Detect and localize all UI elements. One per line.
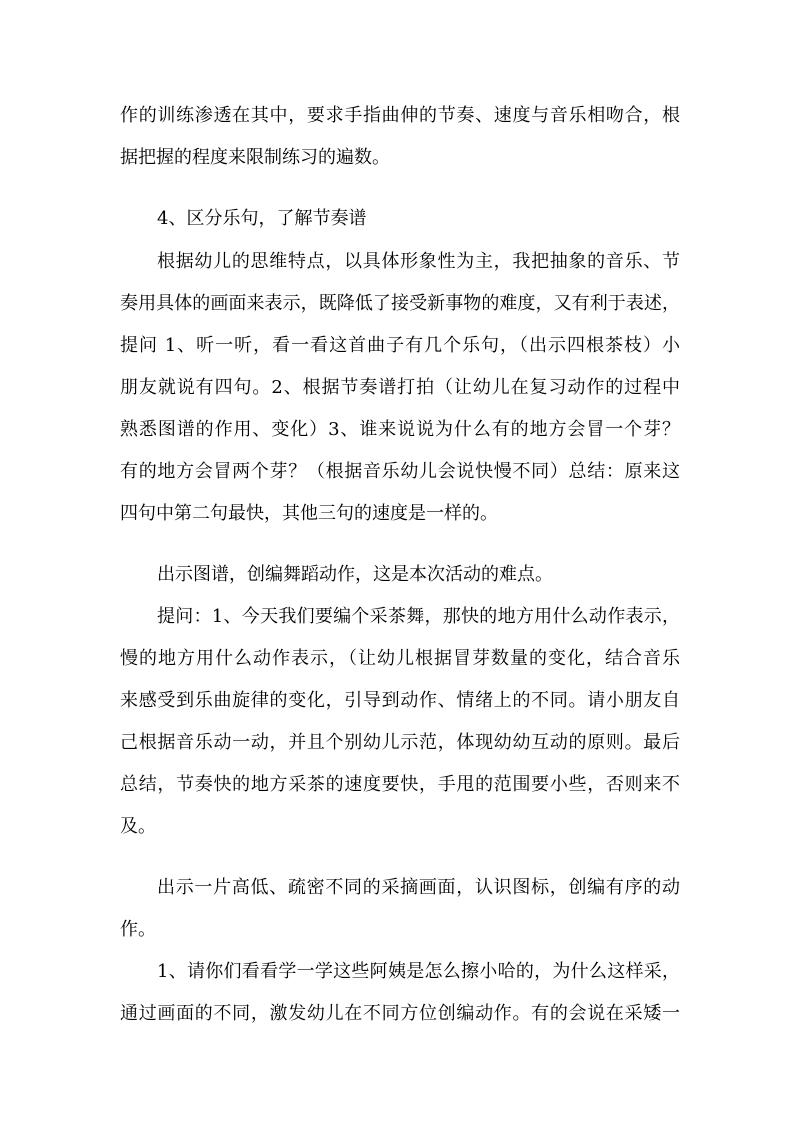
- paragraph-4-line-1: 提问：1、今天我们要编个采茶舞，那快的地方用什么动作表示，: [157, 606, 680, 627]
- paragraph-3-line-1: 出示图谱，创编舞蹈动作，这是本次活动的难点。: [157, 564, 553, 585]
- paragraph-5-line-1: 出示一片高低、疏密不同的采摘画面，认识图标，创编有序的动: [157, 877, 680, 898]
- paragraph-4-line-3: 来感受到乐曲旋律的变化，引导到动作、情绪上的不同。请小朋友自: [120, 690, 680, 711]
- paragraph-2-line-1: 根据幼儿的思维特点，以具体形象性为主，我把抽象的音乐、节: [157, 251, 680, 272]
- paragraph-6-line-1: 1、请你们看看学一学这些阿姨是怎么擦小哈的，为什么这样采，: [157, 961, 680, 982]
- paragraph-2-line-7: 四句中第二句最快，其他三句的速度是一样的。: [120, 503, 498, 524]
- paragraph-2-line-5: 熟悉图谱的作用、变化）3、谁来说说为什么有的地方会冒一个芽？: [120, 419, 680, 440]
- section-heading: 4、区分乐句，了解节奏谱: [157, 208, 367, 229]
- paragraph-4-line-5: 总结，节奏快的地方采茶的速度要快，手甩的范围要小些，否则来不: [120, 774, 680, 795]
- paragraph-2-line-4: 朋友就说有四句。2、根据节奏谱打拍（让幼儿在复习动作的过程中: [120, 377, 680, 398]
- paragraph-2-line-6: 有的地方会冒两个芽？（根据音乐幼儿会说快慢不同）总结：原来这: [120, 461, 680, 482]
- paragraph-2-line-2: 奏用具体的画面来表示，既降低了接受新事物的难度，又有利于表述，: [120, 293, 680, 314]
- paragraph-4-line-4: 己根据音乐动一动，并且个别幼儿示范，体现幼幼互动的原则。最后: [120, 732, 680, 753]
- paragraph-1-line-2: 据把握的程度来限制练习的遍数。: [120, 147, 390, 168]
- paragraph-2-line-3: 提问 1、听一听，看一看这首曲子有几个乐句，（出示四根茶枝）小: [120, 335, 680, 356]
- paragraph-6-line-2: 通过画面的不同，激发幼儿在不同方位创编动作。有的会说在采矮一: [120, 1003, 680, 1024]
- paragraph-1-line-1: 作的训练渗透在其中，要求手指曲伸的节奏、速度与音乐相吻合，根: [120, 105, 680, 126]
- paragraph-4-line-6: 及。: [120, 816, 156, 837]
- paragraph-4-line-2: 慢的地方用什么动作表示，（让幼儿根据冒芽数量的变化，结合音乐: [120, 648, 680, 669]
- paragraph-5-line-2: 作。: [120, 919, 156, 940]
